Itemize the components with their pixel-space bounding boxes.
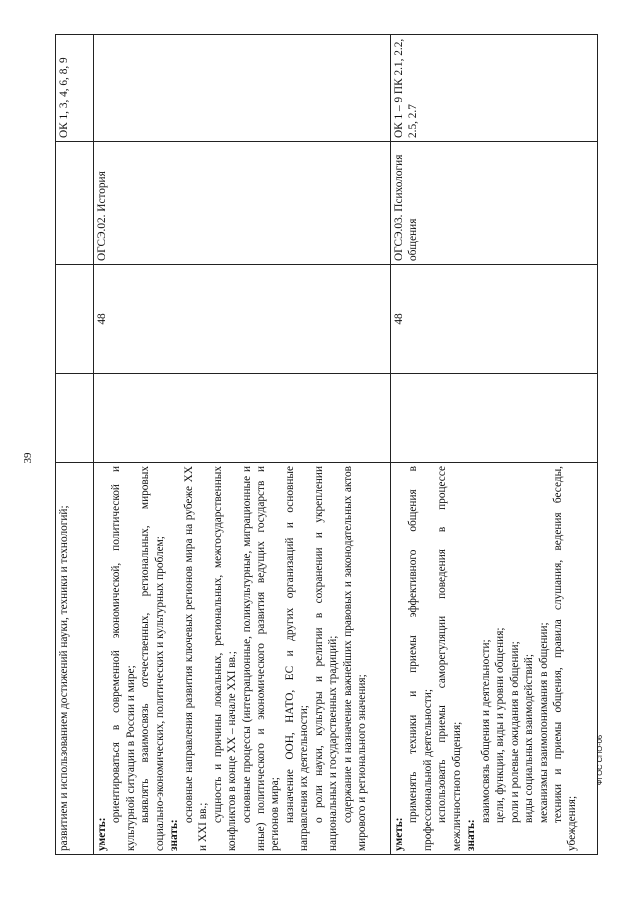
rotated-table-container (55, 35, 597, 855)
hours-cell (391, 374, 598, 463)
discipline-cell-text: ОГСЭ.02. История (96, 171, 108, 261)
curriculum-table (55, 34, 598, 855)
competencies-cell (56, 35, 94, 142)
discipline-cell (56, 142, 94, 265)
table-row (94, 35, 391, 855)
competencies-cell (391, 35, 598, 142)
competencies-cell (94, 35, 391, 142)
description-line: развитием и использованием достижений науки, техники и технологий; (58, 505, 70, 851)
description-line: основные направления развития ключевых регионов мира на рубеже XX и XXI вв.; (182, 466, 210, 851)
description-line: роли и ролевые ожидания в общении; (508, 641, 521, 823)
description-line: основные процессы (интеграционные, поликультурные, миграционные и иные) политического и экономического развития ведущих государств и регионов мира; (240, 466, 282, 851)
description-line: содержание и назначение важнейших правовых и законодательных актов мирового и регионального значения; (341, 466, 369, 851)
competencies-cell-text: ОК 1 – 9 ПК 2.1, 2.2, 2.5, 2.7 (393, 38, 420, 138)
description-line: о роли науки, культуры и религии в сохранении и укреплении национальных и государственных традиций; (312, 466, 340, 851)
hours-required-cell (56, 265, 94, 374)
discipline-cell (94, 142, 391, 265)
description-line: выявлять взаимосвязь отечественных, региональных, мировых социально-экономических, политических и культурных проблем; (139, 466, 166, 851)
section-heading: знать: (465, 819, 478, 851)
hours-required-cell (391, 265, 598, 374)
hours-cell (94, 374, 391, 463)
section-heading: знать: (168, 819, 181, 851)
description-line: виды социальных взаимодействий; (523, 654, 536, 823)
description-line: использовать приемы саморегуляции поведения в процессе межличностного общения; (436, 466, 463, 851)
description-line: назначение ООН, НАТО, ЕС и других организаций и основные направления их деятельности; (283, 466, 311, 851)
hours-required-cell (94, 265, 391, 374)
table-body (56, 35, 598, 855)
description-line: применять техники и приемы эффективного общения в профессиональной деятельности; (407, 466, 434, 851)
hours-required-cell-text: 48 (96, 313, 108, 325)
discipline-cell-text: ОГСЭ.03. Психология общения (393, 154, 420, 261)
competencies-cell-text: ОК 1, 3, 4, 6, 8, 9 (58, 57, 70, 138)
description-line: взаимосвязь общения и деятельности; (479, 639, 492, 823)
description-line: механизмы взаимопонимания в общении; (537, 622, 550, 823)
section-heading: уметь: (393, 817, 405, 851)
table-row (391, 35, 598, 855)
page-number: 39 (22, 452, 34, 464)
hours-cell (56, 374, 94, 463)
competency-description-cell (391, 463, 598, 855)
description-line: цели, функции, виды и уровни общения; (494, 627, 507, 823)
footer-code: ФГОС СПО-06 (595, 734, 604, 786)
discipline-cell (391, 142, 598, 265)
description-line: ориентироваться в современной экономической, политической и культурной ситуации в России и мире; (110, 466, 137, 851)
table-row (56, 35, 94, 855)
competency-description-cell (94, 463, 391, 855)
hours-required-cell-text: 48 (393, 313, 405, 325)
description-line: техники и приемы общения, правила слушания, ведения беседы, убеждения; (551, 466, 579, 851)
description-line: сущность и причины локальных, региональных, межгосударственных конфликтов в конце XX – начале XXI вв.; (211, 466, 239, 851)
competency-description-cell (56, 463, 94, 855)
section-heading: уметь: (96, 817, 108, 851)
